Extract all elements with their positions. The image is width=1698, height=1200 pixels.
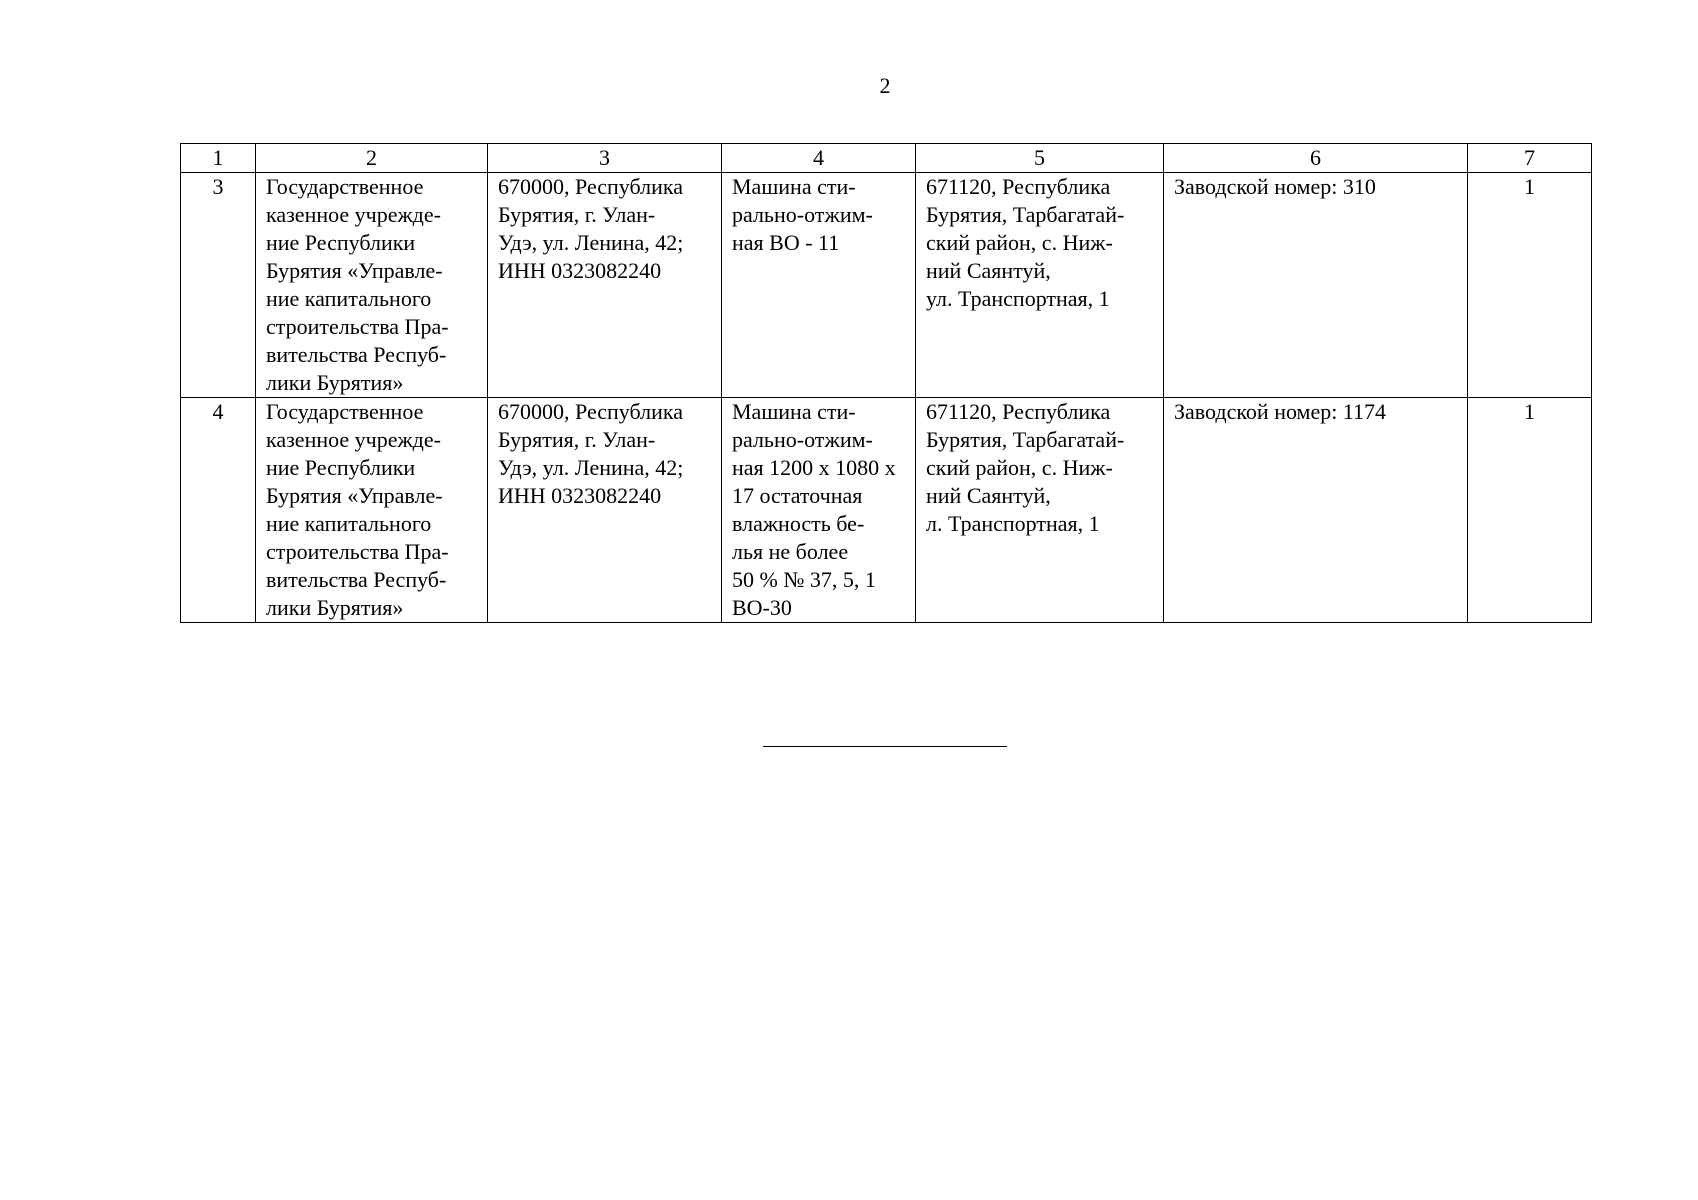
organization-cell [256,173,488,398]
location-line: 671120, Республика [926,174,1111,199]
address-line: Удэ, ул. Ленина, 42; [498,455,684,480]
column-header: 2 [256,144,488,173]
organization-line: казенное учрежде- [266,202,441,227]
quantity-cell: 1 [1468,173,1592,398]
location-line: 671120, Республика [926,399,1111,424]
organization-line: ние капитального [266,511,432,536]
address-cell [488,173,722,398]
serial-cell: Заводской номер: 1174 [1164,398,1468,623]
column-header: 6 [1164,144,1468,173]
address-line: 670000, Республика [498,399,684,424]
column-header: 3 [488,144,722,173]
organization-line: Бурятия «Управле- [266,483,443,508]
location-line: ний Саянтуй, [926,483,1051,508]
organization-line: Государственное [266,399,424,424]
page-number: 2 [879,73,891,98]
organization-line: вительства Респуб- [266,567,447,592]
organization-line: вительства Респуб- [266,342,447,367]
item-line: Машина сти- [732,399,856,424]
row-number: 4 [181,398,256,623]
address-line: Бурятия, г. Улан- [498,202,656,227]
item-line: ная 1200 х 1080 х [732,455,896,480]
address-line: ИНН 0323082240 [498,258,662,283]
column-header: 1 [181,144,256,173]
equipment-table [180,143,1592,623]
item-line: ная ВО - 11 [732,230,840,255]
table-row [181,398,1592,623]
item-line: Машина сти- [732,174,856,199]
table-row [181,173,1592,398]
table-header-row [181,144,1592,173]
organization-line: ние Республики [266,455,416,480]
location-line: ский район, с. Ниж- [926,230,1113,255]
location-line: ний Саянтуй, [926,258,1051,283]
location-cell [916,398,1164,623]
item-line: ВО-30 [732,595,792,620]
address-line: 670000, Республика [498,174,684,199]
address-line: ИНН 0323082240 [498,483,662,508]
column-header: 7 [1468,144,1592,173]
item-cell [722,173,916,398]
organization-line: лики Бурятия» [266,595,404,620]
column-header: 5 [916,144,1164,173]
column-header: 4 [722,144,916,173]
address-line: Удэ, ул. Ленина, 42; [498,230,684,255]
organization-line: казенное учрежде- [266,427,441,452]
serial-cell: Заводской номер: 310 [1164,173,1468,398]
item-line: рально-отжим- [732,427,873,452]
address-line: Бурятия, г. Улан- [498,427,656,452]
location-line: ский район, с. Ниж- [926,455,1113,480]
organization-line: лики Бурятия» [266,370,404,395]
location-cell [916,173,1164,398]
quantity-cell: 1 [1468,398,1592,623]
organization-line: Государственное [266,174,424,199]
item-line: влажность бе- [732,511,865,536]
end-of-document-line [763,746,1007,747]
item-line: 17 остаточная [732,483,863,508]
item-cell [722,398,916,623]
location-line: л. Транспортная, 1 [926,511,1100,536]
organization-line: ние капитального [266,286,432,311]
organization-line: ние Республики [266,230,416,255]
item-line: лья не более [732,539,849,564]
organization-line: Бурятия «Управле- [266,258,443,283]
item-line: 50 % № 37, 5, 1 [732,567,876,592]
address-cell [488,398,722,623]
row-number: 3 [181,173,256,398]
item-line: рально-отжим- [732,202,873,227]
organization-line: строительства Пра- [266,314,449,339]
location-line: Бурятия, Тарбагатай- [926,427,1125,452]
location-line: ул. Транспортная, 1 [926,286,1110,311]
organization-line: строительства Пра- [266,539,449,564]
location-line: Бурятия, Тарбагатай- [926,202,1125,227]
organization-cell [256,398,488,623]
